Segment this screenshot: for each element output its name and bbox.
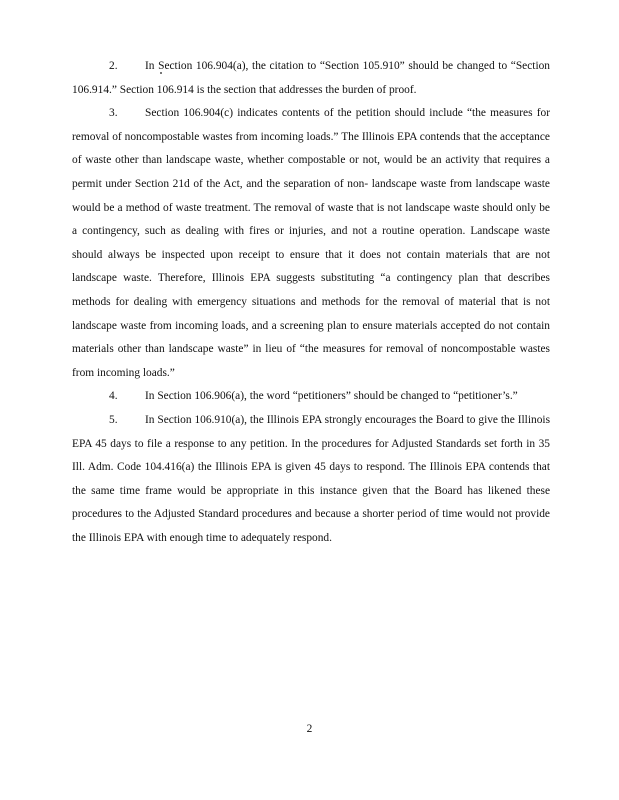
paragraph-text: In Section 106.904(a), the citation to “Section 105.910” should be changed to “Section 106.914.” Section 106.914 is the section that addresses the burden of proof. (72, 60, 550, 96)
paragraph-4 (72, 385, 550, 409)
paragraph-number: 5. (109, 413, 118, 426)
paragraph-text: In Section 106.906(a), the word “petitioners” should be changed to “petitioner’s.” (145, 390, 518, 403)
paragraph-5 (72, 409, 550, 551)
paragraph-text: In Section 106.910(a), the Illinois EPA strongly encourages the Board to give the Illinois EPA 45 days to file a response to any petition. In the procedures for Adjusted Standards set forth in 35 Ill. Adm. Code 104.416(a) the Illinois EPA is given 45 days to respond. The Illinois EPA contends that the same time frame would be appropriate in this instance given that the Board has likened these procedures to the Adjusted Standard procedures and because a shorter period of time would not provide the Illinois EPA with enough time to adequately respond. (72, 413, 550, 544)
body-text (72, 55, 550, 550)
paragraph-3 (72, 102, 550, 385)
paragraph-text: Section 106.904(c) indicates contents of the petition should include “the measures for removal of noncompostable wastes from incoming loads.” The Illinois EPA contends that the acceptance of waste other than landscape waste, whether compostable or not, would be an activity that requires a permit under Section 21d of the Act, and the separation of non- landscape waste from landscape waste would be a method of waste treatment. The removal of waste that is not landscape waste should only be a contingency, such as dealing with fires or injuries, and not a routine operation. Landscape waste should always be inspected upon receipt to ensure that it does not contain materials that are not landscape waste. Therefore, Illinois EPA suggests substituting “a contingency plan that describes methods for dealing with emergency situations and methods for the removal of material that is not landscape waste from incoming loads, and a screening plan to ensure materials accepted do not contain materials other than landscape waste” in lieu of “the measures for removal of noncompostable wastes from incoming loads.” (72, 107, 550, 379)
paragraph-number: 3. (109, 107, 118, 120)
paragraph-number: 4. (109, 390, 118, 403)
paragraph-2 (72, 55, 550, 102)
page-number: 2 (306, 723, 313, 735)
paragraph-number: 2. (109, 60, 118, 72)
